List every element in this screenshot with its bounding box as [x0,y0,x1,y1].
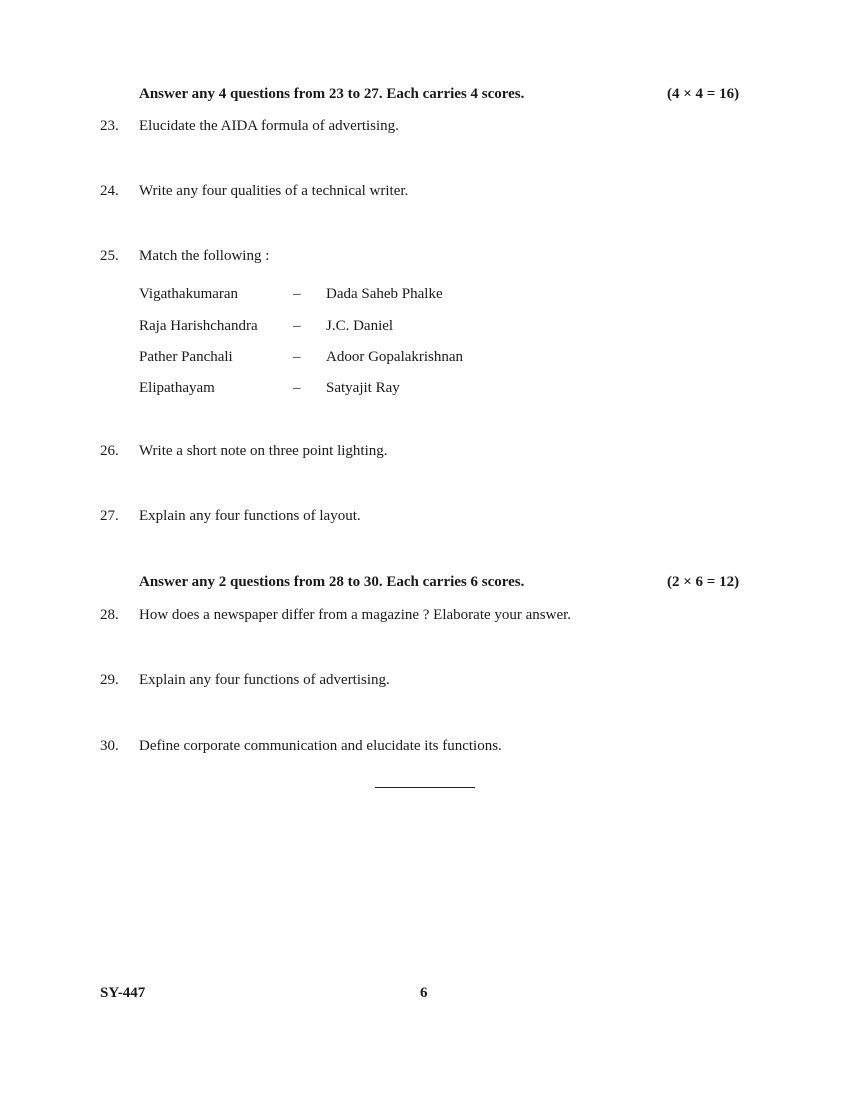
match-dash-1: – [293,286,301,302]
question-number-27: 27. [100,508,119,524]
match-dash-3: – [293,349,301,365]
section-2-marks: (2 × 6 = 12) [667,574,740,590]
question-number-25: 25. [100,248,119,264]
question-number-23: 23. [100,118,119,134]
match-left-4: Elipathayam [139,380,215,396]
footer-code: SY-447 [100,985,146,1001]
match-left-3: Pather Panchali [139,349,233,365]
match-right-1: Dada Saheb Phalke [326,286,443,302]
match-dash-2: – [293,318,301,334]
question-number-26: 26. [100,443,119,459]
question-text-26: Write a short note on three point lighting. [139,443,388,459]
question-number-29: 29. [100,672,119,688]
match-left-2: Raja Harishchandra [139,318,258,334]
question-text-27: Explain any four functions of layout. [139,508,361,524]
question-text-24: Write any four qualities of a technical writer. [139,183,409,199]
section-1-instruction: Answer any 4 questions from 23 to 27. Each carries 4 scores. [139,86,525,102]
question-text-23: Elucidate the AIDA formula of advertising. [139,118,399,134]
match-right-2: J.C. Daniel [326,318,394,334]
question-text-28: How does a newspaper differ from a magazine ? Elaborate your answer. [139,607,572,623]
section-1-marks: (4 × 4 = 16) [667,86,740,102]
question-number-24: 24. [100,183,119,199]
match-dash-4: – [293,380,301,396]
footer-page-number: 6 [420,985,428,1001]
match-right-3: Adoor Gopalakrishnan [326,349,464,365]
question-number-28: 28. [100,607,119,623]
question-text-25: Match the following : [139,248,270,264]
match-right-4: Satyajit Ray [326,380,400,396]
question-text-29: Explain any four functions of advertising. [139,672,390,688]
question-number-30: 30. [100,738,119,754]
match-left-1: Vigathakumaran [139,286,239,302]
end-rule [375,787,475,788]
section-2-instruction: Answer any 2 questions from 28 to 30. Each carries 6 scores. [139,574,525,590]
question-text-30: Define corporate communication and elucidate its functions. [139,738,502,754]
